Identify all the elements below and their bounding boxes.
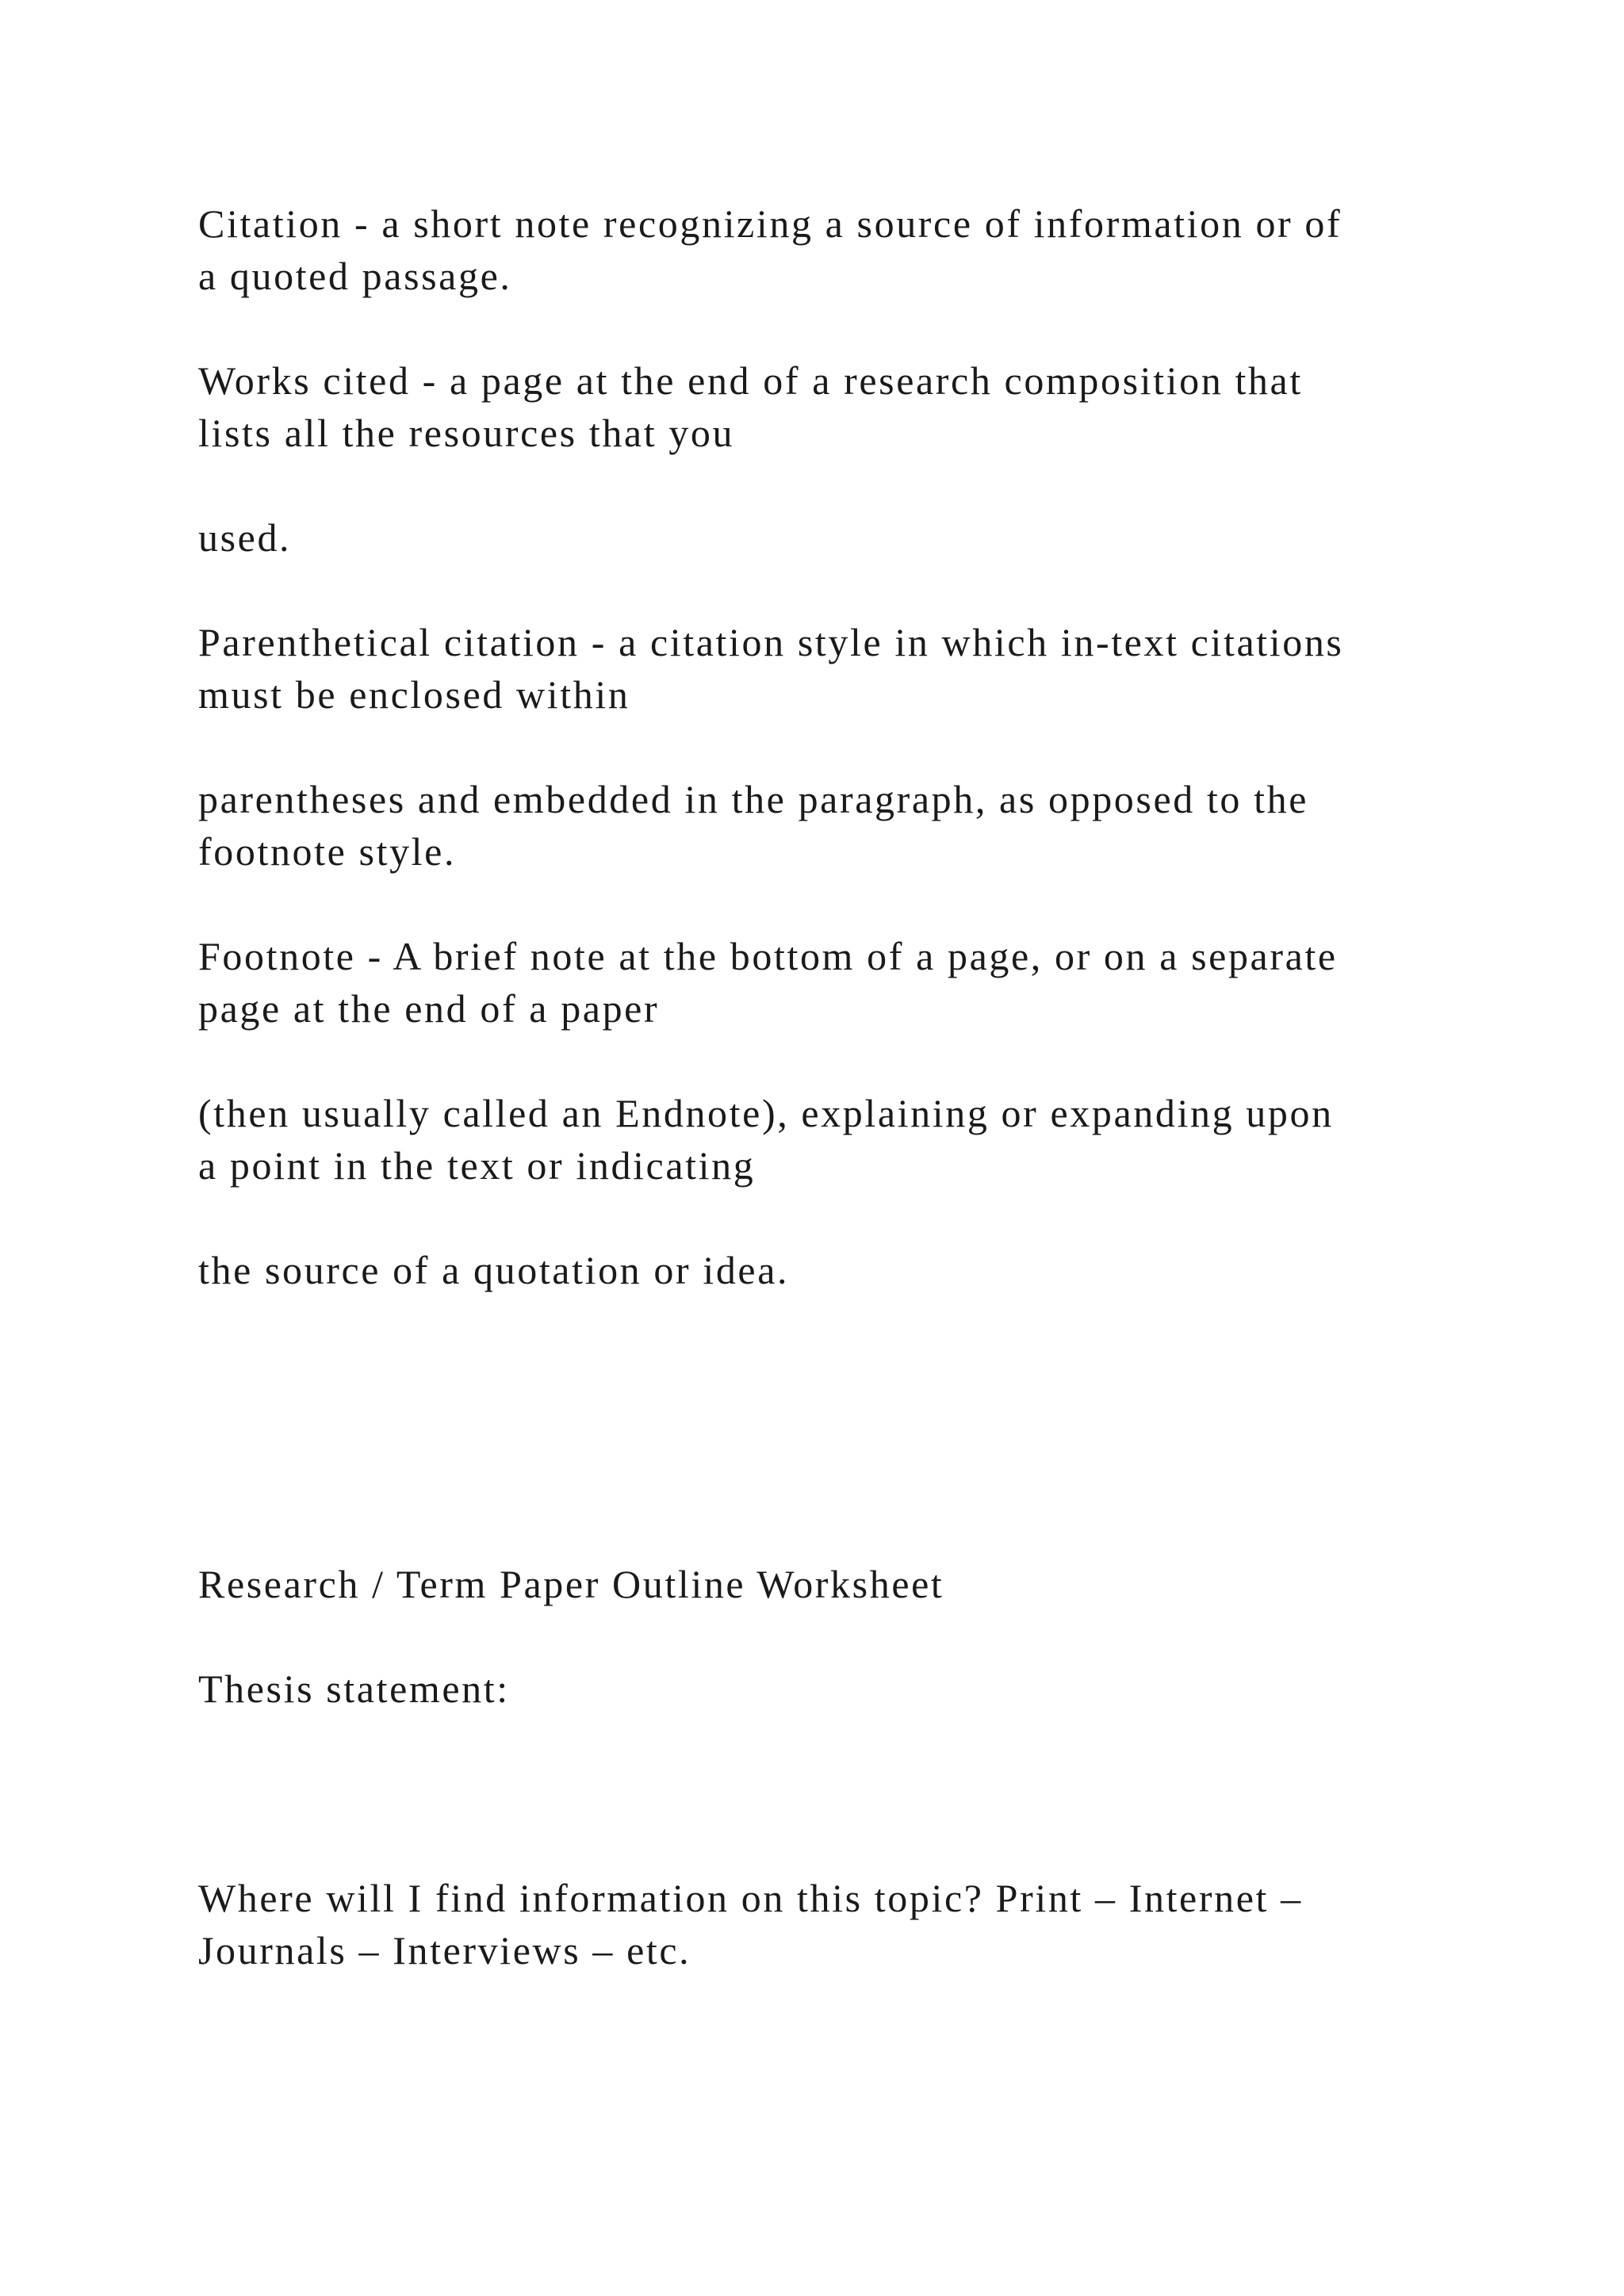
parenthetical-citation-definition-line-3: parentheses and embedded in the paragraph, as opposed to the — [198, 777, 1309, 821]
footnote-definition-line-3: (then usually called an Endnote), explaining or expanding upon — [198, 1091, 1334, 1135]
thesis-statement-label: Thesis statement: — [198, 1667, 510, 1711]
footnote-definition-line-2: page at the end of a paper — [198, 986, 660, 1031]
works-cited-definition-line-1: Works cited - a page at the end of a research composition that — [198, 358, 1303, 403]
parenthetical-citation-definition-line-4: footnote style. — [198, 829, 457, 874]
worksheet-title: Research / Term Paper Outline Worksheet — [198, 1562, 944, 1606]
information-sources-question-line-2: Journals – Interviews – etc. — [198, 1928, 691, 1973]
footnote-definition-line-1: Footnote - A brief note at the bottom of a page, or on a separate — [198, 934, 1338, 978]
footnote-definition-line-5: the source of a quotation or idea. — [198, 1248, 790, 1292]
citation-definition-line-2: a quoted passage. — [198, 254, 512, 298]
information-sources-question-line-1: Where will I find information on this topic? Print – Internet – — [198, 1876, 1303, 1920]
works-cited-definition-line-3: used. — [198, 515, 292, 560]
works-cited-definition-line-2: lists all the resources that you — [198, 411, 735, 455]
citation-definition-line-1: Citation - a short note recognizing a source of information or of — [198, 201, 1342, 246]
footnote-definition-line-4: a point in the text or indicating — [198, 1143, 756, 1188]
parenthetical-citation-definition-line-1: Parenthetical citation - a citation style in which in-text citations — [198, 620, 1344, 664]
parenthetical-citation-definition-line-2: must be enclosed within — [198, 672, 630, 717]
